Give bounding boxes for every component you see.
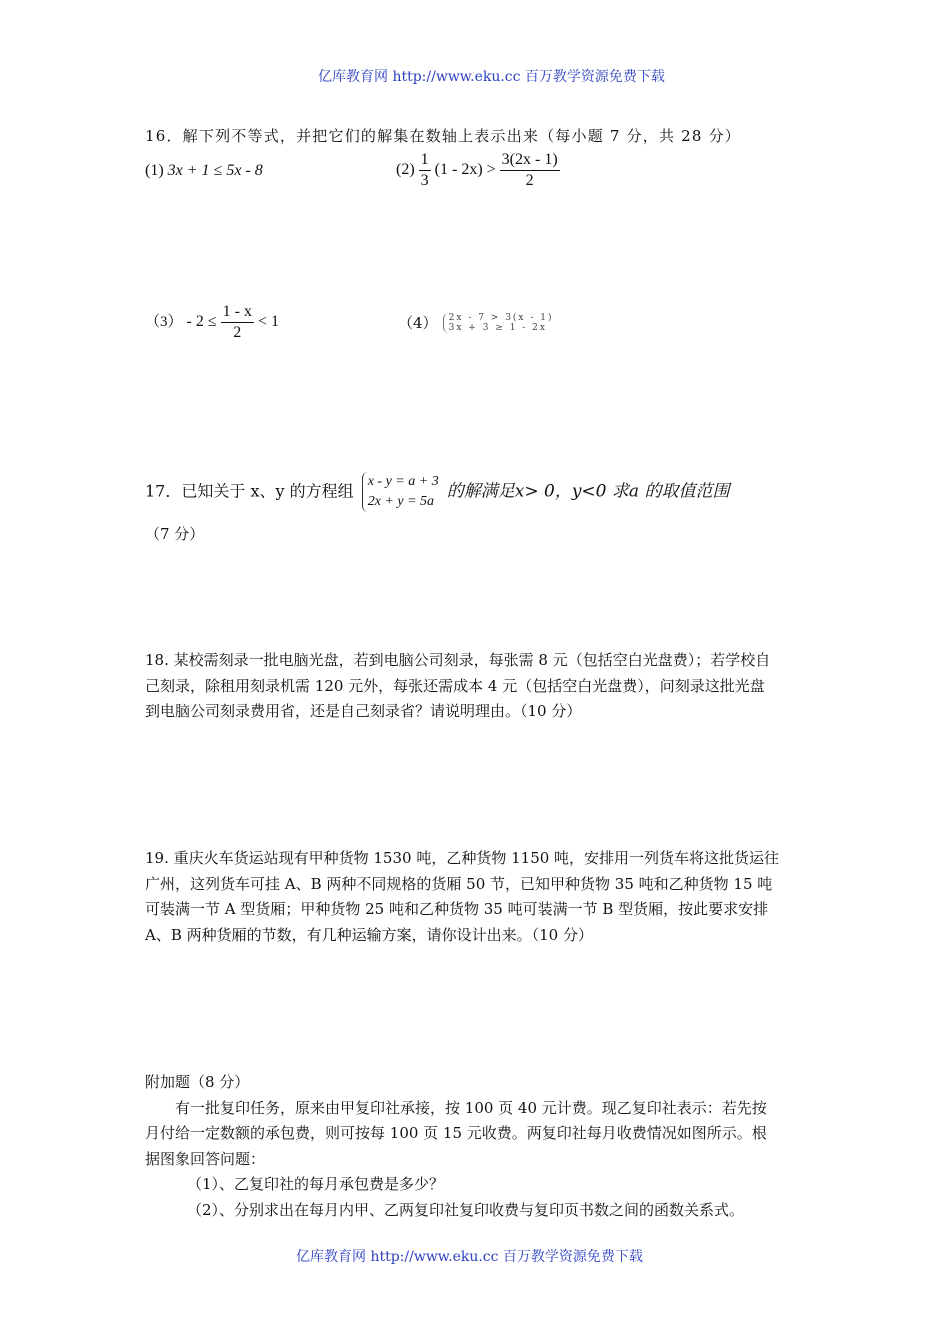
q16-part3-frac-den: 2 — [233, 324, 242, 341]
q16-part4-line1: 2x - 7 > 3(x - 1) — [448, 312, 554, 323]
q19-line: A、B 两种货厢的节数，有几种运输方案，请你设计出来。（10 分） — [145, 925, 593, 944]
bonus-line: 有一批复印任务，原来由甲复印社承接，按 100 页 40 元计费。现乙复印社表示：若先按 — [175, 1098, 767, 1117]
bonus-line: 月付给一定数额的承包费，则可按每 100 页 15 元收费。两复印社每月收费情况如图所示。根 — [145, 1124, 767, 1142]
page-header: 亿库教育网 http://www.eku.cc 百万教学资源免费下载 — [318, 69, 665, 85]
q16-part1 — [145, 162, 263, 180]
q16-part3-lead: - 2 ≤ — [186, 313, 217, 331]
q16-part3 — [145, 302, 279, 343]
q17-eq2: 2x + y = 5a — [367, 494, 435, 509]
q16-part2-frac-den: 3 — [420, 172, 429, 189]
q16-part3-frac-num: 1 - x — [221, 302, 254, 323]
q19-line: 可装满一节 A 型货厢；甲种货物 25 吨和乙种货物 35 吨可装满一节 B 型货厢，按此要求安排 — [145, 900, 769, 918]
q19-line: 19. 重庆火车货运站现有甲种货物 1530 吨，乙种货物 1150 吨，安排用一列货车将这批货运往 — [145, 849, 780, 867]
bonus-section — [145, 1070, 810, 1223]
q16-part1-expr: 3x + 1 ≤ 5x - 8 — [167, 162, 263, 179]
q19-line: 广州，这列货车可挂 A、B 两种不同规格的货厢 50 节，已知甲种货物 35 吨和乙种货物 15 吨 — [145, 874, 773, 893]
q16-part2-rhs-fraction — [500, 150, 560, 191]
bonus-question-2: （2）、分别求出在每月内甲、乙两复印社复印收费与复印页书数之间的函数关系式。 — [187, 1200, 745, 1219]
q17-tail: 的解满足x> 0，y<0 求a 的取值范围 — [446, 481, 730, 502]
q17-eq1: x - y = a + 3 — [367, 474, 439, 489]
q16-part2-frac-num: 1 — [419, 150, 431, 171]
q16-part1-label: (1) — [145, 162, 164, 179]
bonus-line: 据图象回答问题： — [145, 1149, 266, 1168]
q18-text — [145, 648, 810, 725]
q16-part4-line2: 3x + 3 ≥ 1 - 2x — [448, 322, 547, 333]
q16-part4-system — [443, 313, 554, 333]
q17-system — [362, 472, 439, 512]
q16-part2-rhs-den: 2 — [525, 172, 534, 189]
q16-part4 — [398, 312, 554, 333]
q16-part2-rhs-num: 3(2x - 1) — [500, 150, 560, 171]
q17-score: （7 分） — [145, 525, 205, 543]
q18-line: 己刻录，除租用刻录机需 120 元外，每张还需成本 4 元（包括空白光盘费），问刻录这批光盘 — [145, 676, 765, 695]
q18-line: 18. 某校需刻录一批电脑光盘，若到电脑公司刻录，每张需 8 元（包括空白光盘费）；若学校自 — [145, 651, 771, 669]
bonus-question-1: （1）、乙复印社的每月承包费是多少？ — [187, 1175, 445, 1193]
q16-part3-tail: < 1 — [257, 313, 279, 331]
q16-part2-mid: (1 - 2x) > — [434, 161, 496, 179]
bonus-title: 附加题（8 分） — [145, 1073, 250, 1091]
q18-line: 到电脑公司刻录费用省，还是自己刻录省？请说明理由。（10 分） — [145, 702, 582, 720]
q16-stem: 16．解下列不等式，并把它们的解集在数轴上表示出来（每小题 7 分，共 28 分） — [145, 127, 741, 145]
page-footer: 亿库教育网 http://www.eku.cc 百万教学资源免费下载 — [296, 1249, 643, 1265]
q16-part3-label: （3） — [145, 314, 183, 331]
q17-lead: 17．已知关于 x、y 的方程组 — [145, 481, 354, 501]
q16-part2-label: (2) — [396, 161, 415, 179]
q16-part2-fraction — [419, 150, 431, 191]
q16-part4-label: （4） — [398, 314, 438, 332]
q16-part3-fraction — [221, 302, 254, 343]
q17 — [145, 472, 729, 512]
q19-text — [145, 846, 810, 948]
q16-part2 — [396, 150, 560, 191]
